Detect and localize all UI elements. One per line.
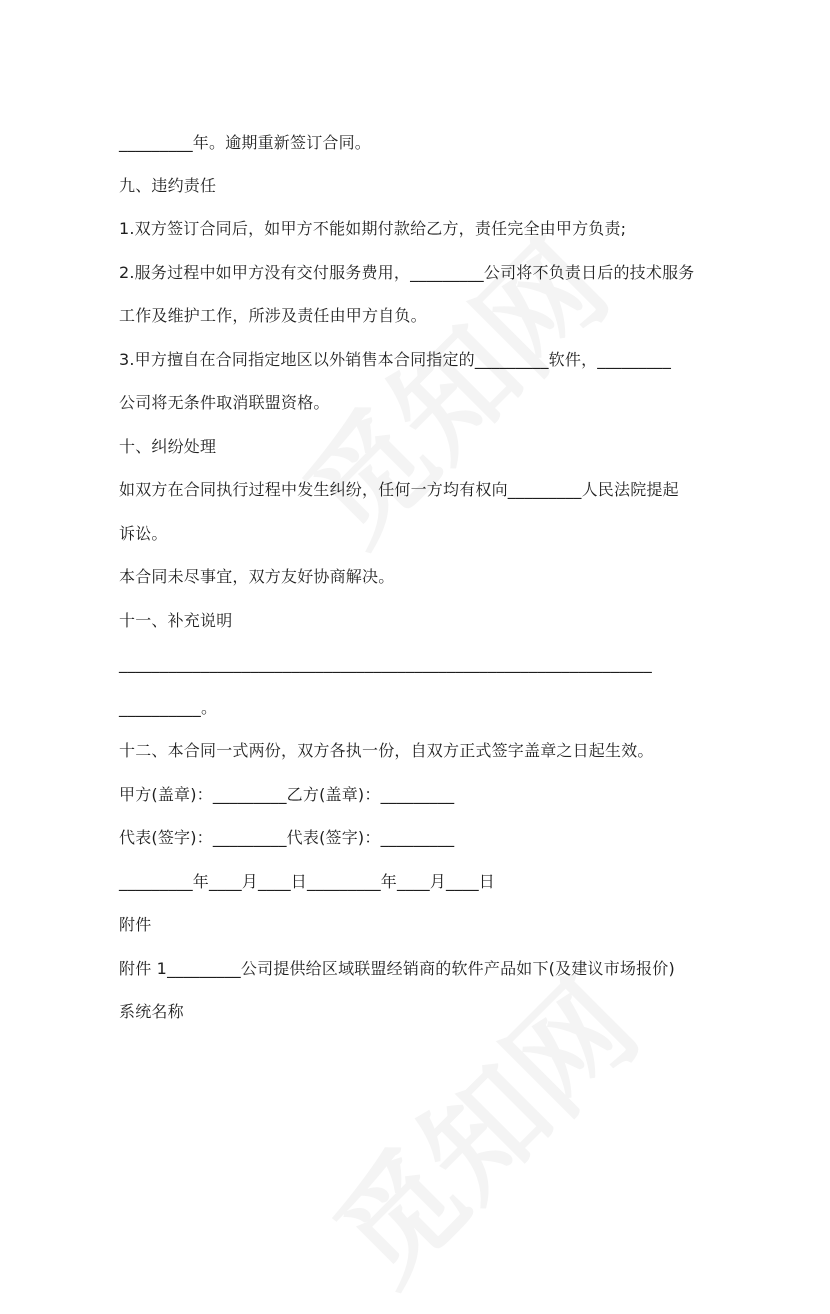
text-line: 工作及维护工作，所涉及责任由甲方自负。: [119, 306, 427, 325]
text-line: 2.服务过程中如甲方没有交付服务费用，_________公司将不负责日后的技术服务: [119, 263, 695, 282]
text-line: 1.双方签订合同后，如甲方不能如期付款给乙方，责任完全由甲方负责;: [119, 219, 627, 238]
section-heading: 十、纠纷处理: [119, 437, 217, 456]
date-line: _________年____月____日_________年____月____日: [119, 872, 495, 891]
text-line: 系统名称: [119, 1002, 184, 1021]
text-line: 诉讼。: [119, 524, 168, 543]
text-line: 公司将无条件取消联盟资格。: [119, 393, 330, 412]
text-line: 附件 1_________公司提供给区域联盟经销商的软件产品如下(及建议市场报价): [119, 959, 675, 978]
text-line: 3.甲方擅自在合同指定地区以外销售本合同指定的_________软件，_________: [119, 350, 672, 369]
section-heading: 附件: [119, 915, 152, 934]
text-line: 本合同未尽事宜，双方友好协商解决。: [119, 567, 395, 586]
blank-line: __________。: [119, 698, 218, 717]
section-heading: 九、违约责任: [119, 176, 217, 195]
section-heading: 十一、补充说明: [119, 611, 233, 630]
watermark: [292, 938, 668, 1314]
watermark: [262, 198, 638, 574]
section-heading: 十二、本合同一式两份，双方各执一份，自双方正式签字盖章之日起生效。: [119, 741, 654, 760]
text-line: _________年。逾期重新签订合同。: [119, 133, 372, 152]
text-line: 如双方在合同执行过程中发生纠纷，任何一方均有权向_________人民法院提起: [119, 480, 679, 499]
blank-line: _________________________________________________________________: [119, 654, 652, 673]
signature-line: 代表(签字)：_________代表(签字)：_________: [119, 828, 455, 847]
signature-line: 甲方(盖章)：_________乙方(盖章)：_________: [119, 785, 455, 804]
